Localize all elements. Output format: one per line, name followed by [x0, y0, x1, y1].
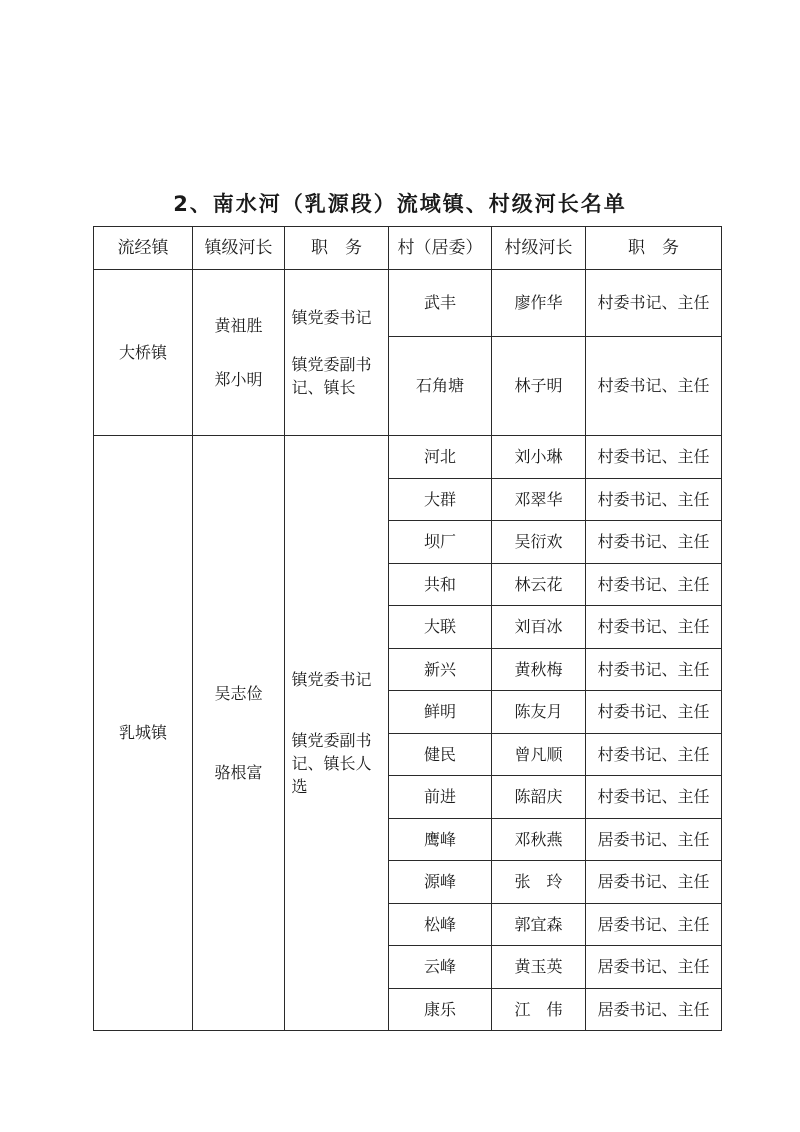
- village-duty-cell: 居委书记、主任: [586, 946, 722, 989]
- village-cell: 源峰: [389, 861, 492, 904]
- village-duty-cell: 居委书记、主任: [586, 903, 722, 946]
- village-duty-cell: 村委书记、主任: [586, 436, 722, 479]
- header-town-duty: 职 务: [285, 227, 389, 270]
- village-duty-cell: 居委书记、主任: [586, 988, 722, 1031]
- town-chief-name: 郑小明: [214, 369, 263, 389]
- village-cell: 鲜明: [389, 691, 492, 734]
- village-cell: 新兴: [389, 648, 492, 691]
- village-chief-cell: 廖作华: [492, 270, 586, 337]
- village-chief-cell: 陈韶庆: [492, 776, 586, 819]
- village-cell: 健民: [389, 733, 492, 776]
- village-chief-cell: 陈友月: [492, 691, 586, 734]
- village-chief-cell: 刘百冰: [492, 606, 586, 649]
- table-row: [94, 270, 722, 337]
- village-chief-cell: 江 伟: [492, 988, 586, 1031]
- village-chief-cell: 刘小琳: [492, 436, 586, 479]
- town-chief-name: 黄祖胜: [214, 316, 263, 336]
- header-town: 流经镇: [94, 227, 193, 270]
- header-town-chief: 镇级河长: [193, 227, 285, 270]
- town-chief-name: 吴志俭: [214, 683, 263, 703]
- village-chief-cell: 吴衍欢: [492, 521, 586, 564]
- header-village-duty: 职 务: [586, 227, 722, 270]
- village-duty-cell: 居委书记、主任: [586, 861, 722, 904]
- town-chief-duty: 镇党委书记: [291, 669, 372, 689]
- village-duty-cell: 村委书记、主任: [586, 606, 722, 649]
- village-chief-cell: 邓翠华: [492, 478, 586, 521]
- table-row: [94, 436, 722, 479]
- village-cell: 坝厂: [389, 521, 492, 564]
- village-duty-cell: 村委书记、主任: [586, 270, 722, 337]
- town-chiefs-cell: [193, 270, 285, 436]
- village-cell: 共和: [389, 563, 492, 606]
- village-chief-cell: 张 玲: [492, 861, 586, 904]
- village-cell: 大群: [389, 478, 492, 521]
- table-header-row: [94, 227, 722, 270]
- town-chiefs-cell: [193, 436, 285, 1031]
- village-duty-cell: 居委书记、主任: [586, 818, 722, 861]
- village-chief-cell: 黄玉英: [492, 946, 586, 989]
- village-duty-cell: 村委书记、主任: [586, 337, 722, 436]
- village-cell: 前进: [389, 776, 492, 819]
- village-duty-cell: 村委书记、主任: [586, 563, 722, 606]
- town-chief-name: 骆根富: [214, 763, 263, 782]
- village-duty-cell: 村委书记、主任: [586, 478, 722, 521]
- village-cell: 康乐: [389, 988, 492, 1031]
- village-cell: 河北: [389, 436, 492, 479]
- page-title: 2、南水河（乳源段）流域镇、村级河长名单: [173, 192, 627, 216]
- village-duty-cell: 村委书记、主任: [586, 776, 722, 819]
- town-duties-cell: [285, 436, 389, 1031]
- village-cell: 云峰: [389, 946, 492, 989]
- village-duty-cell: 村委书记、主任: [586, 648, 722, 691]
- village-cell: 松峰: [389, 903, 492, 946]
- village-chief-cell: 林子明: [492, 337, 586, 436]
- village-duty-cell: 村委书记、主任: [586, 521, 722, 564]
- town-chief-duty: 镇党委书记: [291, 307, 372, 327]
- village-chief-cell: 郭宜森: [492, 903, 586, 946]
- town-duties-cell: [285, 270, 389, 436]
- river-chief-table: [93, 226, 722, 1031]
- village-cell: 鹰峰: [389, 818, 492, 861]
- village-chief-cell: 黄秋梅: [492, 648, 586, 691]
- village-duty-cell: 村委书记、主任: [586, 691, 722, 734]
- village-cell: 石角塘: [389, 337, 492, 436]
- village-chief-cell: 曾凡顺: [492, 733, 586, 776]
- header-village-chief: 村级河长: [492, 227, 586, 270]
- town-chief-duty: 镇党委副书记、镇长人选: [291, 730, 372, 797]
- village-cell: 武丰: [389, 270, 492, 337]
- village-chief-cell: 邓秋燕: [492, 818, 586, 861]
- village-cell: 大联: [389, 606, 492, 649]
- town-cell: 大桥镇: [94, 270, 193, 436]
- header-village: 村（居委）: [389, 227, 492, 270]
- town-chief-duty: 镇党委副书记、镇长: [291, 354, 372, 398]
- village-duty-cell: 村委书记、主任: [586, 733, 722, 776]
- town-cell: 乳城镇: [94, 436, 193, 1031]
- village-chief-cell: 林云花: [492, 563, 586, 606]
